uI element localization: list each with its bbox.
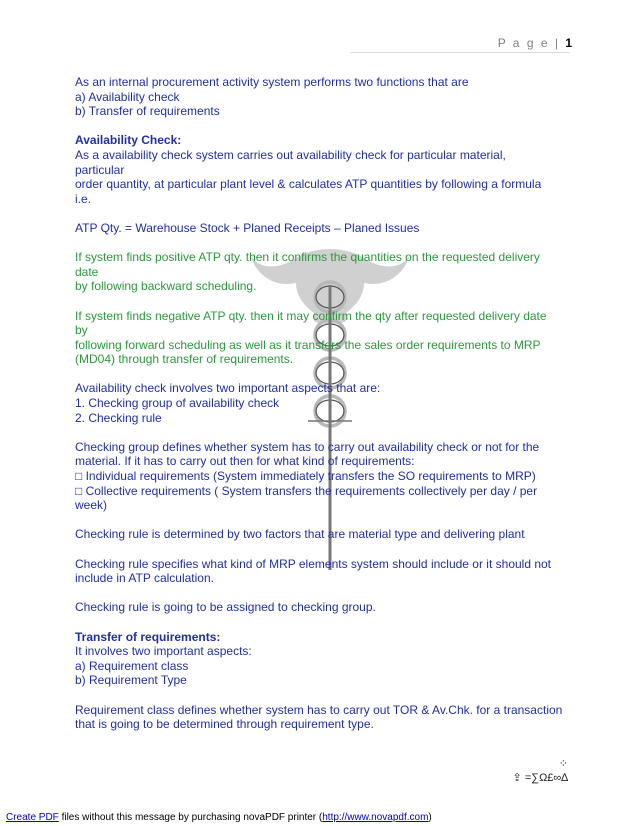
atp-formula: ATP Qty. = Warehouse Stock + Planed Receipts – Planed Issues <box>75 220 420 235</box>
novapdf-banner <box>6 812 432 823</box>
aspects-paragraph <box>75 381 565 425</box>
text-line: 1. Checking group of availability check <box>75 396 280 411</box>
text-line: Requirement class defines whether system has to carry out TOR & Av.Chk. for a transaction <box>75 702 563 717</box>
text-line: i.e. <box>75 191 92 206</box>
text-line: It involves two important aspects: <box>75 644 252 659</box>
text-line: If system finds positive ATP qty. then it confirms the quantities on the requested delivery <box>75 250 540 265</box>
text-line: by <box>75 323 88 338</box>
text-line: b) Transfer of requirements <box>75 104 220 119</box>
text-line: Checking group defines whether system has to carry out availability check or not for the <box>75 439 540 454</box>
page-separator: | <box>554 36 560 50</box>
availability-heading: Availability Check: <box>75 133 182 148</box>
footer-glyphs <box>513 757 568 785</box>
transfer-section <box>75 630 565 688</box>
positive-atp-paragraph <box>75 250 565 294</box>
text-line: If system finds negative ATP qty. then it may confirm the qty after requested delivery date <box>75 308 547 323</box>
text-line: week) <box>75 498 108 513</box>
text-line: As a availability check system carries out availability check for particular material, <box>75 147 506 162</box>
availability-section <box>75 133 565 206</box>
requirement-class-paragraph <box>75 703 565 732</box>
text-line: that is going to be determined through requirement type. <box>75 717 374 732</box>
create-pdf-link[interactable]: Create PDF <box>6 812 59 823</box>
novapdf-close: ) <box>428 812 432 823</box>
checking-rule-assigned: Checking rule is going to be assigned to checking group. <box>75 600 376 615</box>
text-line: date <box>75 264 99 279</box>
header-rule <box>350 52 570 53</box>
text-line: As an internal procurement activity system performs two functions that are <box>75 75 469 89</box>
page-label: P a g e <box>497 36 550 50</box>
checking-rule-specifies <box>75 557 565 586</box>
text-line: (MD04) through transfer of requirements. <box>75 352 294 367</box>
text-line: material. If it has to carry out then for what kind of requirements: <box>75 454 415 469</box>
text-line: a) Availability check <box>75 89 180 104</box>
novapdf-url-link[interactable]: http://www.novapdf.com <box>322 812 429 823</box>
text-line: □ Collective requirements ( System transfers the requirements collectively per day / per <box>75 483 538 498</box>
intro-paragraph <box>75 75 565 119</box>
text-line: order quantity, at particular plant level & calculates ATP quantities by following a formula <box>75 177 542 192</box>
text-line: Availability check involves two important aspects that are: <box>75 381 381 396</box>
text-line: b) Requirement Type <box>75 673 187 688</box>
text-line: following forward scheduling as well as it transfers the sales order requirements to MRP <box>75 337 541 352</box>
text-line: particular <box>75 162 125 177</box>
transfer-heading: Transfer of requirements: <box>75 629 221 644</box>
checking-group-paragraph <box>75 440 565 513</box>
checking-rule-factors: Checking rule is determined by two factors that are material type and delivering plant <box>75 527 525 542</box>
text-line: include in ATP calculation. <box>75 571 214 586</box>
text-line: □ Individual requirements (System immediately transfers the SO requirements to MRP) <box>75 469 536 484</box>
document-body <box>75 75 565 746</box>
footer-glyph-row: ⇪ =∑Ω£∞∆ <box>512 772 568 784</box>
text-line: a) Requirement class <box>75 658 189 673</box>
text-line: 2. Checking rule <box>75 410 162 425</box>
text-line: Checking rule specifies what kind of MRP elements system should include or it should not <box>75 556 552 571</box>
text-line: by following backward scheduling. <box>75 279 257 294</box>
novapdf-text: files without this message by purchasing novaPDF printer ( <box>58 812 323 823</box>
footer-glyph-top: ⁘ <box>558 758 568 770</box>
page-header <box>498 36 572 50</box>
page-number: 1 <box>565 36 572 50</box>
negative-atp-paragraph <box>75 309 565 367</box>
